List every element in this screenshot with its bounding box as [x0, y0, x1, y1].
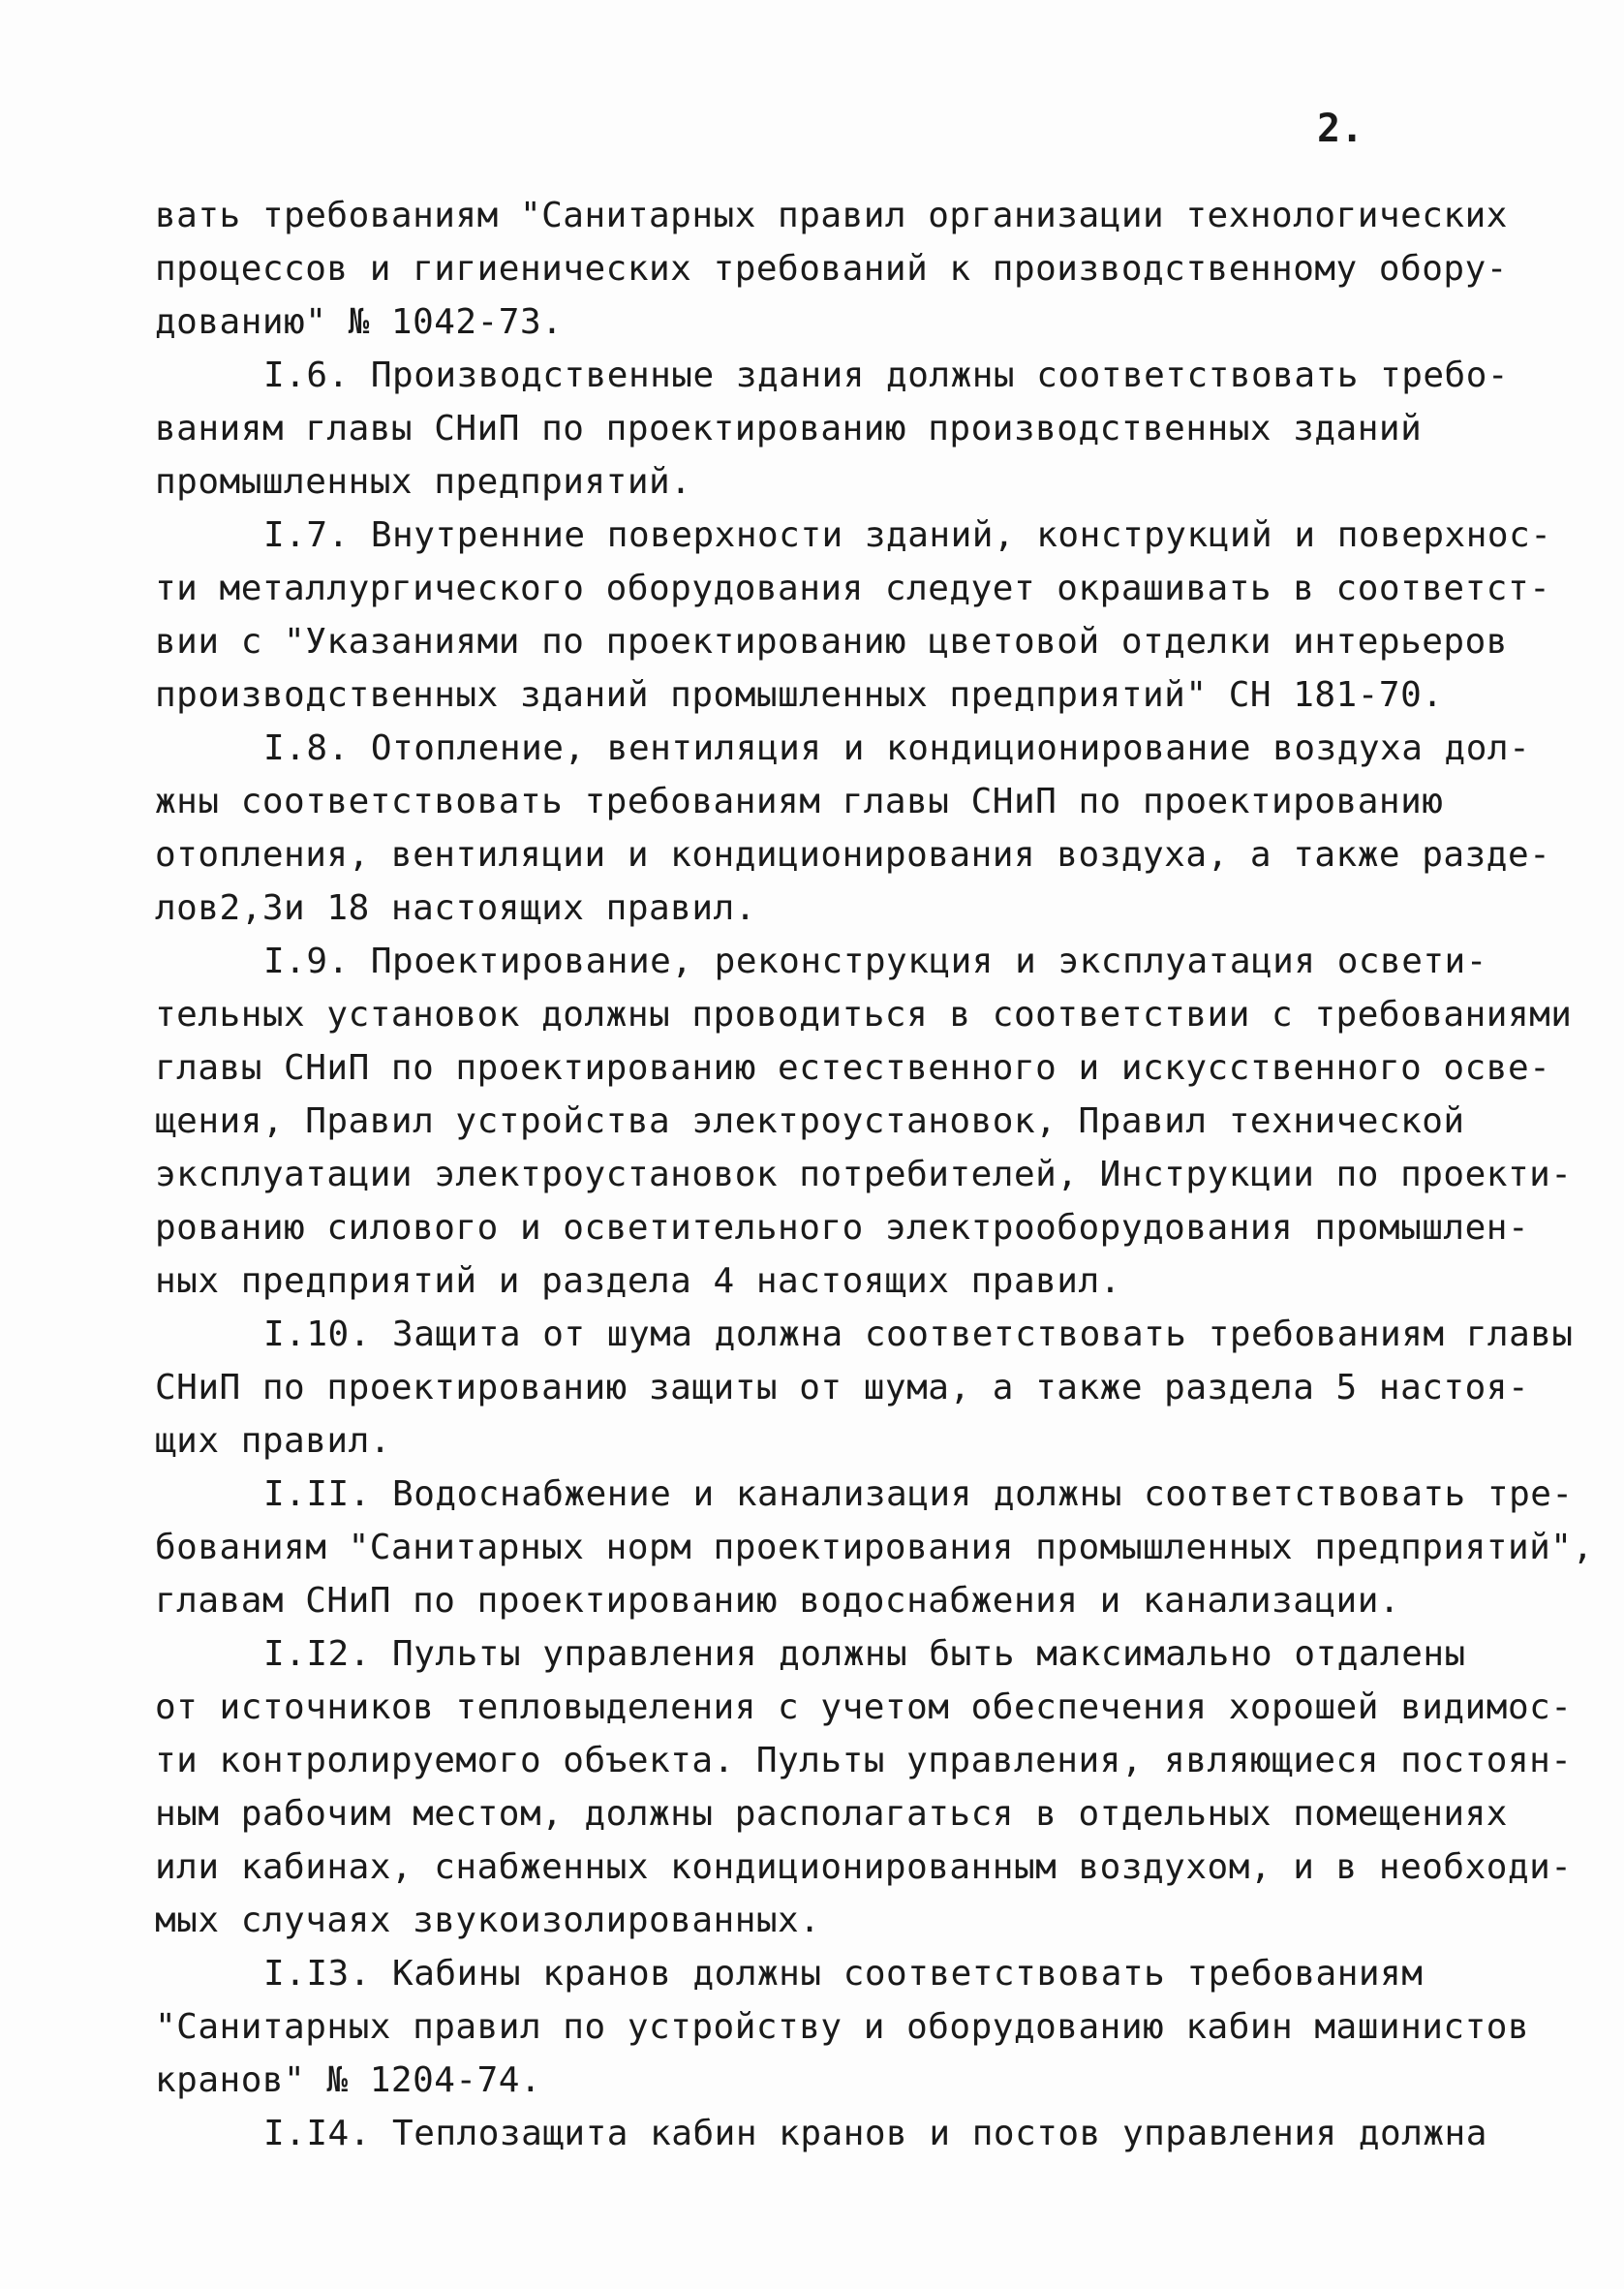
text-line: "Санитарных правил по устройству и оборудованию кабин машинистов	[155, 2007, 1530, 2047]
text-line: щих правил.	[155, 1421, 391, 1461]
text-line: главы СНиП по проектированию естественного и искусственного осве-	[155, 1048, 1551, 1088]
text-line: жны соответствовать требованиям главы СНиП по проектированию	[155, 782, 1444, 821]
text-line: бованиям "Санитарных норм проектирования промышленных предприятий",	[155, 1528, 1594, 1567]
text-line: мых случаях звукоизолированных.	[155, 1901, 821, 1940]
text-line: щения, Правил устройства электроустановок, Правил технической	[155, 1101, 1465, 1141]
text-line: от источников тепловыделения с учетом обеспечения хорошей видимос-	[155, 1687, 1573, 1727]
paragraph-start-1-13: I.I3. Кабины кранов должны соответствовать требованиям	[263, 1954, 1424, 1994]
text-line: ти контролируемого объекта. Пульты управления, являющиеся постоян-	[155, 1741, 1573, 1780]
text-line: рованию силового и осветительного электрооборудования промышлен-	[155, 1208, 1530, 1248]
text-line: дованию" № 1042-73.	[155, 302, 564, 342]
text-line: процессов и гигиенических требований к производственному обору-	[155, 249, 1508, 289]
paragraph-start-1-12: I.I2. Пульты управления должны быть максимально отдалены	[263, 1634, 1466, 1674]
text-line: ных предприятий и раздела 4 настоящих правил.	[155, 1261, 1121, 1301]
text-line: главам СНиП по проектированию водоснабжения и канализации.	[155, 1581, 1401, 1621]
text-line: эксплуатации электроустановок потребителей, Инструкции по проекти-	[155, 1155, 1573, 1194]
paragraph-start-1-11: I.II. Водоснабжение и канализация должны соответствовать тре-	[263, 1474, 1574, 1514]
body-text	[155, 189, 1594, 2160]
text-line: ваниям главы СНиП по проектированию производственных зданий	[155, 409, 1423, 449]
text-line: СНиП по проектированию защиты от шума, а также раздела 5 настоя-	[155, 1368, 1530, 1407]
paragraph-start-1-10: I.10. Защита от шума должна соответствовать требованиям главы	[263, 1315, 1574, 1354]
text-line: производственных зданий промышленных предприятий" СН 181-70.	[155, 675, 1444, 715]
text-line: ным рабочим местом, должны располагаться в отдельных помещениях	[155, 1794, 1508, 1834]
paragraph-start-1-9: I.9. Проектирование, реконструкция и эксплуатация освети-	[263, 942, 1487, 981]
text-line: лов2,3и 18 настоящих правил.	[155, 888, 756, 928]
text-line: вать требованиям "Санитарных правил организации технологических	[155, 196, 1508, 235]
text-line: промышленных предприятий.	[155, 462, 692, 502]
text-line: тельных установок должны проводиться в соответствии с требованиями	[155, 995, 1573, 1035]
text-line: отопления, вентиляции и кондиционирования воздуха, а также разде-	[155, 835, 1551, 875]
paragraph-start-1-8: I.8. Отопление, вентиляция и кондиционирование воздуха дол-	[263, 728, 1531, 768]
page-number: 2.	[1317, 107, 1364, 151]
text-line: вии с "Указаниями по проектированию цветовой отделки интерьеров	[155, 622, 1508, 662]
text-line: ти металлургического оборудования следует окрашивать в соответст-	[155, 569, 1551, 608]
text-line: кранов" № 1204-74.	[155, 2060, 542, 2100]
paragraph-start-1-14: I.I4. Теплозащита кабин кранов и постов управления должна	[263, 2114, 1487, 2153]
text-line: или кабинах, снабженных кондиционированным воздухом, и в необходи-	[155, 1847, 1573, 1887]
paragraph-start-1-6: I.6. Производственные здания должны соответствовать требо-	[263, 356, 1510, 395]
paragraph-start-1-7: I.7. Внутренние поверхности зданий, конструкций и поверхнос-	[263, 515, 1552, 555]
